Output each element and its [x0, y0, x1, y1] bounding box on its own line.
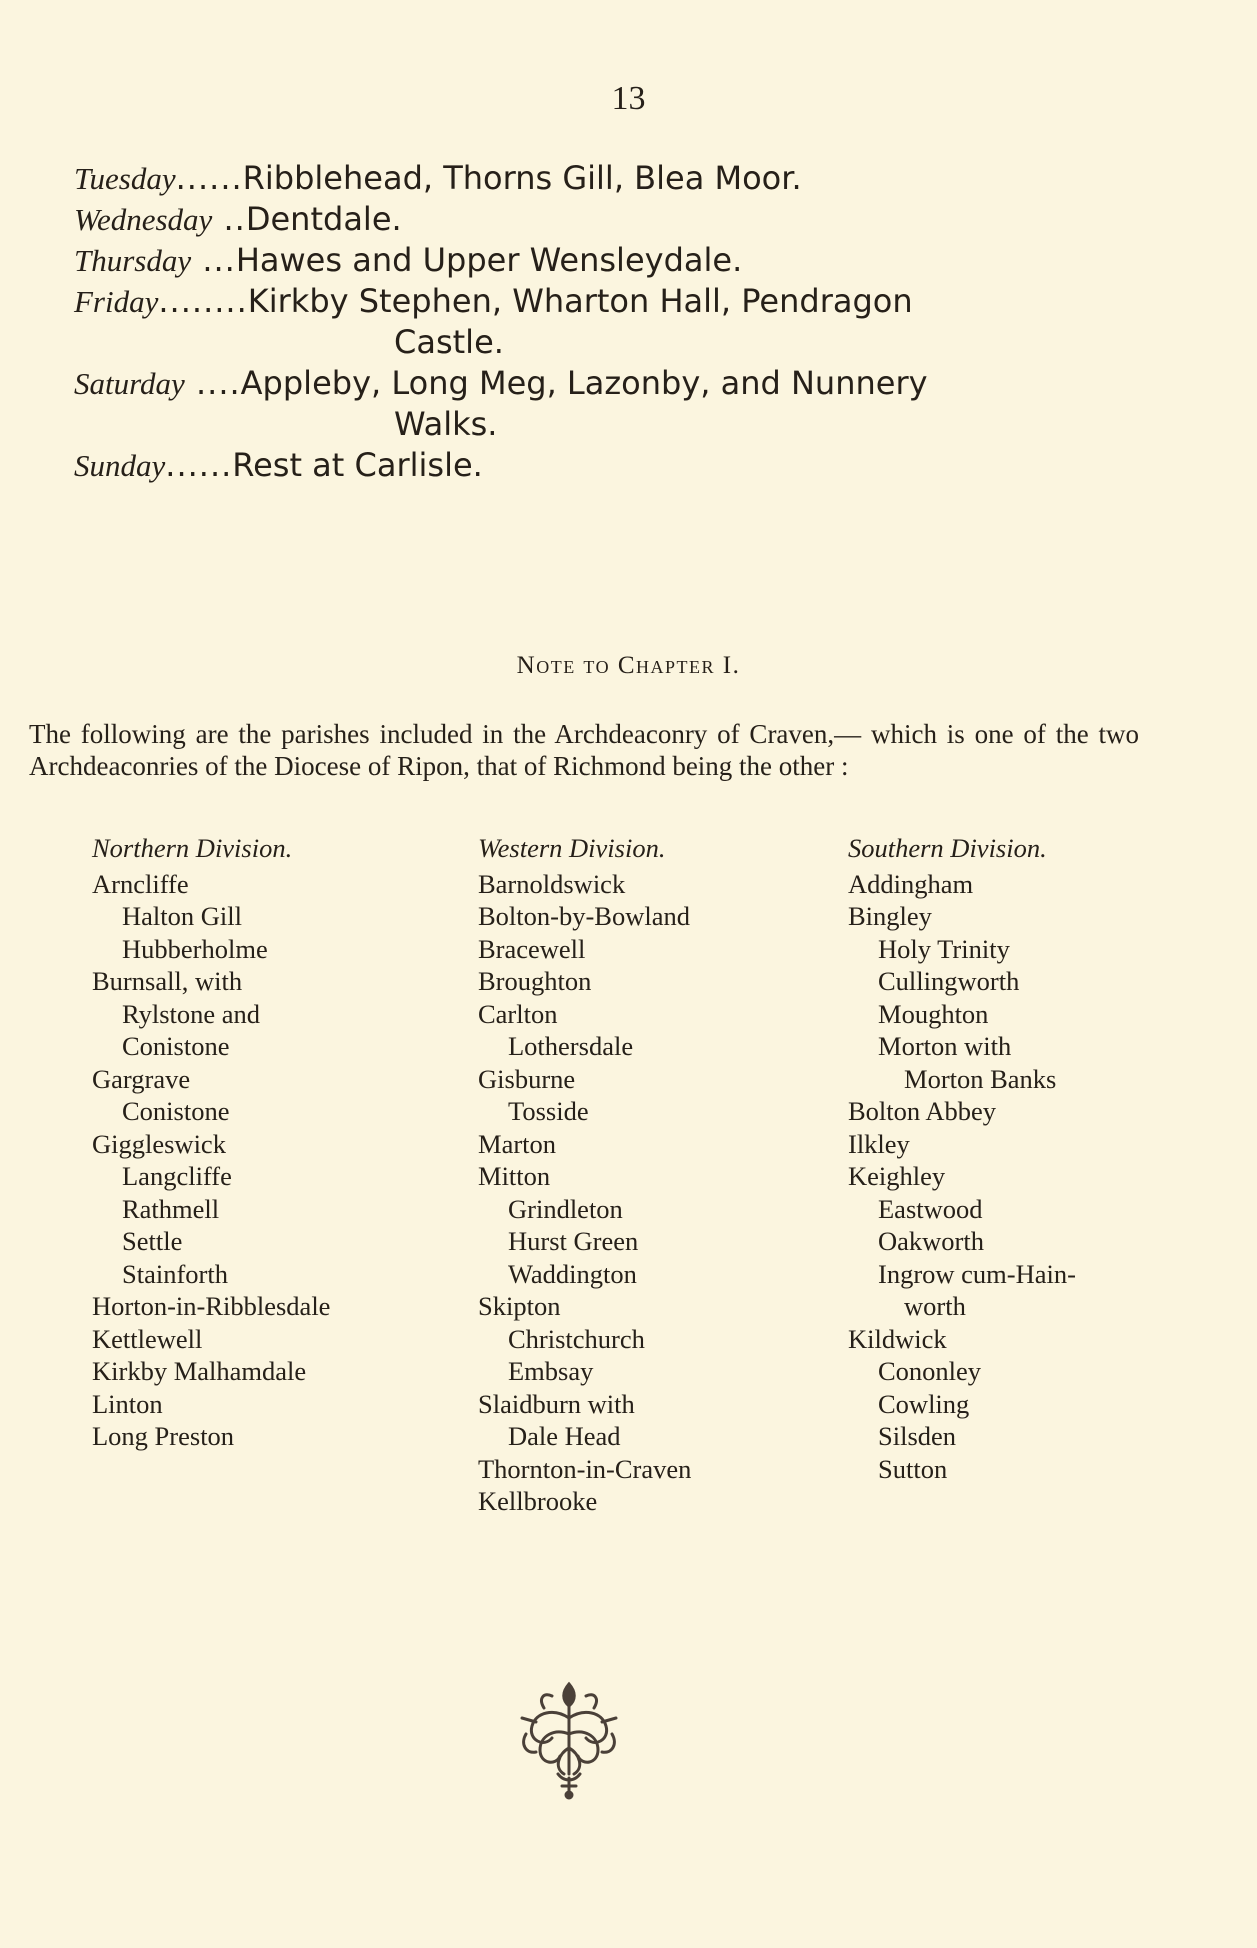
parish-item: Hurst Green — [508, 1226, 639, 1256]
western-division-column — [478, 832, 691, 1518]
itinerary-places: Dentdale. — [245, 200, 402, 238]
southern-division-column — [848, 832, 1076, 1485]
itinerary-places: Hawes and Upper Wensleydale. — [235, 241, 743, 279]
parish-item: Waddington — [508, 1258, 637, 1289]
parish-item: Cononley — [878, 1356, 982, 1386]
itinerary-places: Walks. — [394, 405, 498, 443]
parish-item: Rylstone and — [122, 998, 261, 1029]
parish-item: Giggleswick — [92, 1128, 226, 1159]
itinerary-leader-dots: ........ — [158, 282, 248, 320]
parish-item: Lothersdale — [508, 1031, 634, 1061]
parish-item: Bingley — [848, 901, 932, 931]
itinerary-leader-dots: .. — [212, 200, 246, 238]
parish-item: Tosside — [508, 1096, 589, 1126]
parish-item: Halton Gill — [122, 901, 242, 931]
parish-item: Kellbrooke — [478, 1486, 598, 1516]
itinerary-leader-dots: ...... — [175, 159, 243, 197]
parish-item: Marton — [478, 1128, 557, 1159]
northern-division-column — [92, 832, 330, 1453]
parish-item: Morton with — [878, 1031, 1012, 1061]
division-heading: Western Division. — [478, 833, 666, 863]
itinerary — [74, 158, 1144, 486]
floral-ornament-icon — [514, 1678, 624, 1800]
itinerary-day: Friday — [74, 284, 159, 319]
itinerary-row — [74, 281, 1144, 322]
parish-item: Ingrow cum-Hain- — [878, 1258, 1076, 1289]
parish-item: Rathmell — [122, 1193, 220, 1224]
parish-item: Mitton — [478, 1161, 551, 1191]
itinerary-row — [74, 322, 1144, 363]
parish-item: Conistone — [122, 1031, 230, 1061]
parish-item: Kirkby Malhamdale — [92, 1356, 307, 1386]
parish-item: Moughton — [878, 998, 989, 1029]
parish-item: Stainforth — [122, 1258, 228, 1289]
division-heading: Southern Division. — [848, 833, 1047, 863]
itinerary-row — [74, 404, 1144, 445]
itinerary-day: Saturday — [74, 366, 185, 401]
parish-item: Dale Head — [508, 1421, 621, 1451]
itinerary-places: Appleby, Long Meg, Lazonby, and Nunnery — [240, 364, 928, 402]
itinerary-row — [74, 240, 1144, 281]
parish-item: Settle — [122, 1226, 183, 1256]
parish-item: Conistone — [122, 1096, 230, 1126]
parish-item: Bracewell — [478, 933, 586, 964]
parish-item: Thornton-in-Craven — [478, 1453, 692, 1484]
parish-item: Gisburne — [478, 1063, 576, 1094]
division-heading: Northern Division. — [92, 833, 293, 863]
parish-item: Keighley — [848, 1161, 946, 1191]
itinerary-row — [74, 363, 1144, 404]
itinerary-day: Sunday — [74, 448, 166, 483]
itinerary-places: Kirkby Stephen, Wharton Hall, Pendragon — [247, 282, 913, 320]
parish-item: worth — [904, 1291, 966, 1321]
parish-item: Carlton — [478, 998, 558, 1029]
itinerary-leader-dots: ...... — [165, 446, 233, 484]
parish-item: Broughton — [478, 966, 592, 996]
parish-item: Bolton-by-Bowland — [478, 901, 690, 931]
itinerary-row — [74, 199, 1144, 240]
parish-item: Ilkley — [848, 1128, 910, 1159]
note-title: Note to Chapter I. — [516, 652, 741, 679]
intro-paragraph: The following are the parishes included in the Archdeaconry of Craven,— which is one of the two Archdeaconries of the Diocese of Ripon, that of Richmond being the other : — [29, 719, 1139, 781]
parish-item: Linton — [92, 1388, 163, 1419]
parish-item: Barnoldswick — [478, 868, 626, 899]
itinerary-day: Tuesday — [74, 161, 176, 196]
parish-item: Bolton Abbey — [848, 1096, 996, 1126]
parish-item: Holy Trinity — [878, 933, 1010, 964]
page-number: 13 — [611, 80, 646, 117]
parish-item: Grindleton — [508, 1193, 623, 1224]
parish-item: Langcliffe — [122, 1161, 232, 1191]
parish-item: Burnsall, with — [92, 966, 243, 996]
parish-item: Sutton — [878, 1453, 948, 1484]
parish-item: Embsay — [508, 1356, 594, 1386]
parish-item: Hubberholme — [122, 933, 268, 964]
itinerary-row — [74, 158, 1144, 199]
parish-item: Arncliffe — [92, 868, 189, 899]
parish-item: Slaidburn with — [478, 1388, 635, 1419]
parish-item: Kildwick — [848, 1323, 947, 1354]
itinerary-row — [74, 445, 1144, 486]
parish-item: Morton Banks — [904, 1063, 1057, 1094]
parish-item: Addingham — [848, 868, 974, 899]
parish-item: Cullingworth — [878, 966, 1020, 996]
itinerary-day: Thursday — [74, 243, 192, 278]
parish-item: Skipton — [478, 1291, 561, 1321]
parish-item: Oakworth — [878, 1226, 984, 1256]
parish-item: Eastwood — [878, 1193, 983, 1224]
parish-item: Gargrave — [92, 1063, 191, 1094]
parish-item: Cowling — [878, 1388, 970, 1419]
parish-item: Kettlewell — [92, 1323, 203, 1354]
itinerary-leader-dots: .... — [184, 364, 241, 402]
itinerary-places: Ribblehead, Thorns Gill, Blea Moor. — [242, 159, 802, 197]
itinerary-leader-dots: ... — [191, 241, 236, 279]
parish-item: Christchurch — [508, 1323, 645, 1354]
parish-item: Horton-in-Ribblesdale — [92, 1291, 331, 1321]
itinerary-places: Rest at Carlisle. — [232, 446, 483, 484]
parish-item: Long Preston — [92, 1421, 235, 1451]
itinerary-day: Wednesday — [74, 202, 213, 237]
parish-item: Silsden — [878, 1421, 957, 1451]
itinerary-places: Castle. — [394, 323, 504, 361]
